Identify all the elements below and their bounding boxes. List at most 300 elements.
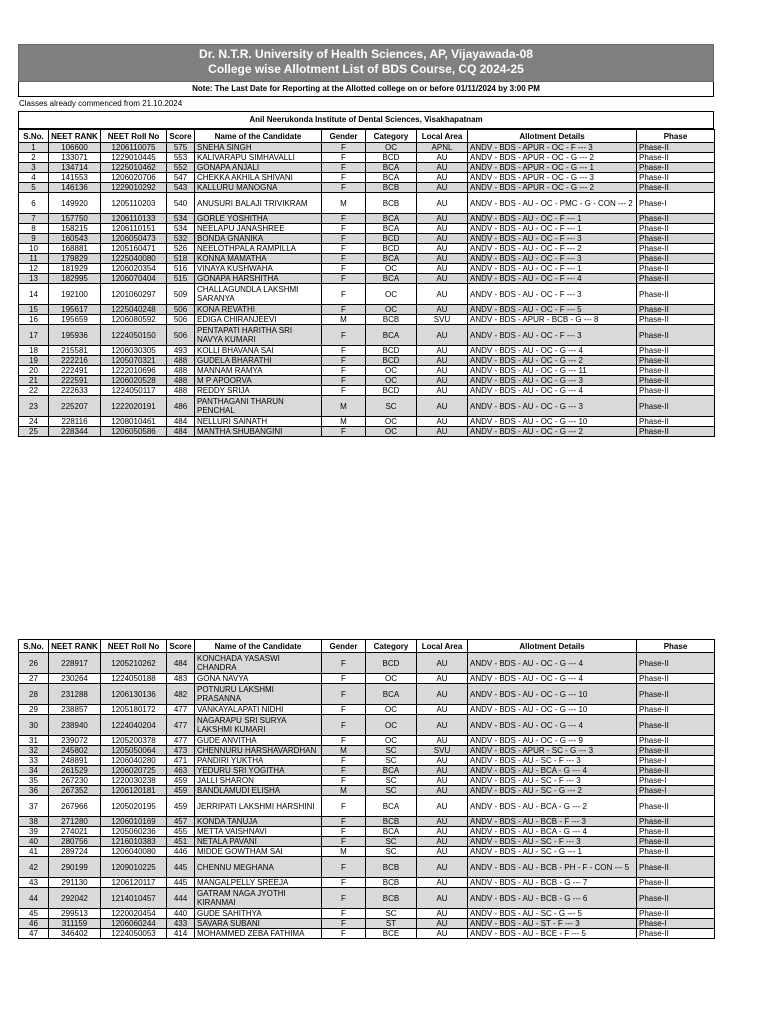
- cell-local-area: AU: [417, 214, 468, 224]
- cell-gender: M: [322, 746, 366, 756]
- cell-sno: 38: [19, 817, 49, 827]
- cell-allotment-details: ANDV - BDS - AU - OC - PMC - G - CON --- 2: [468, 193, 637, 214]
- cell-sno: 36: [19, 786, 49, 796]
- table-row: [19, 817, 715, 827]
- cell-roll-no: 1206030305: [101, 346, 167, 356]
- cell-category: OC: [366, 305, 417, 315]
- cell-local-area: AU: [417, 857, 468, 878]
- cell-neet-rank: 179829: [49, 254, 101, 264]
- cell-local-area: AU: [417, 163, 468, 173]
- cell-phase: Phase-II: [637, 736, 715, 746]
- cell-sno: 7: [19, 214, 49, 224]
- cell-sno: 31: [19, 736, 49, 746]
- table-row: [19, 705, 715, 715]
- cell-allotment-details: ANDV - BDS - AU - OC - F --- 1: [468, 214, 637, 224]
- cell-candidate-name: NELLURI SAINATH: [195, 417, 322, 427]
- column-header-category: Category: [366, 130, 417, 143]
- cell-category: BCD: [366, 346, 417, 356]
- cell-allotment-details: ANDV - BDS - AU - OC - F --- 2: [468, 244, 637, 254]
- cell-category: BCD: [366, 153, 417, 163]
- cell-roll-no: 1229010445: [101, 153, 167, 163]
- cell-sno: 16: [19, 315, 49, 325]
- cell-candidate-name: PANDIRI YUKTHA: [195, 756, 322, 766]
- column-header-roll-no: NEET Roll No: [101, 640, 167, 653]
- column-header-category: Category: [366, 640, 417, 653]
- cell-sno: 22: [19, 386, 49, 396]
- cell-roll-no: 1206060244: [101, 919, 167, 929]
- cell-score: 516: [167, 264, 195, 274]
- table-row: [19, 847, 715, 857]
- cell-score: 488: [167, 376, 195, 386]
- table-row: [19, 143, 715, 153]
- cell-roll-no: 1206110151: [101, 224, 167, 234]
- cell-neet-rank: 222591: [49, 376, 101, 386]
- cell-candidate-name: SAVARA SUBANI: [195, 919, 322, 929]
- cell-local-area: AU: [417, 796, 468, 817]
- cell-allotment-details: ANDV - BDS - AU - BCA - G --- 2: [468, 796, 637, 817]
- cell-gender: M: [322, 417, 366, 427]
- cell-allotment-details: ANDV - BDS - AU - OC - G --- 10: [468, 705, 637, 715]
- cell-local-area: AU: [417, 244, 468, 254]
- cell-neet-rank: 290199: [49, 857, 101, 878]
- cell-gender: F: [322, 366, 366, 376]
- cell-gender: F: [322, 878, 366, 888]
- cell-roll-no: 1206120181: [101, 786, 167, 796]
- cell-category: BCD: [366, 244, 417, 254]
- cell-phase: Phase-II: [637, 705, 715, 715]
- cell-roll-no: 1224050188: [101, 674, 167, 684]
- cell-local-area: SVU: [417, 315, 468, 325]
- cell-score: 506: [167, 305, 195, 315]
- institution-name: Anil Neerukonda Institute of Dental Sciences, Visakhapatnam: [18, 111, 714, 129]
- table-row: [19, 417, 715, 427]
- table-row: [19, 153, 715, 163]
- table-row: [19, 193, 715, 214]
- cell-gender: F: [322, 796, 366, 817]
- cell-roll-no: 1220020454: [101, 909, 167, 919]
- cell-roll-no: 1220030238: [101, 776, 167, 786]
- cell-phase: Phase-I: [637, 776, 715, 786]
- cell-roll-no: 1206110075: [101, 143, 167, 153]
- cell-phase: Phase-II: [637, 173, 715, 183]
- cell-phase: Phase-II: [637, 396, 715, 417]
- cell-roll-no: 1216010383: [101, 837, 167, 847]
- cell-gender: F: [322, 929, 366, 939]
- cell-neet-rank: 141553: [49, 173, 101, 183]
- cell-phase: Phase-II: [637, 684, 715, 705]
- cell-score: 484: [167, 427, 195, 437]
- cell-gender: F: [322, 163, 366, 173]
- cell-allotment-details: ANDV - BDS - AU - ST - F --- 3: [468, 919, 637, 929]
- cell-gender: M: [322, 396, 366, 417]
- cell-local-area: AU: [417, 264, 468, 274]
- cell-score: 488: [167, 356, 195, 366]
- cell-gender: F: [322, 909, 366, 919]
- cell-score: 445: [167, 857, 195, 878]
- cell-allotment-details: ANDV - BDS - APUR - OC - F --- 3: [468, 143, 637, 153]
- cell-sno: 28: [19, 684, 49, 705]
- cell-score: 506: [167, 325, 195, 346]
- cell-roll-no: 1206120117: [101, 878, 167, 888]
- cell-candidate-name: EDIGA CHIRANJEEVI: [195, 315, 322, 325]
- table-row: [19, 827, 715, 837]
- cell-roll-no: 1222010696: [101, 366, 167, 376]
- table-row: [19, 264, 715, 274]
- cell-sno: 13: [19, 274, 49, 284]
- cell-sno: 20: [19, 366, 49, 376]
- cell-candidate-name: KALLURU MANOGNA: [195, 183, 322, 193]
- cell-sno: 29: [19, 705, 49, 715]
- column-header-phase: Phase: [637, 640, 715, 653]
- cell-local-area: AU: [417, 173, 468, 183]
- cell-local-area: AU: [417, 386, 468, 396]
- column-header-neet-rank: NEET RANK: [49, 640, 101, 653]
- cell-neet-rank: 274021: [49, 827, 101, 837]
- cell-roll-no: 1206020528: [101, 376, 167, 386]
- cell-category: OC: [366, 366, 417, 376]
- cell-category: BCD: [366, 356, 417, 366]
- cell-category: BCD: [366, 386, 417, 396]
- cell-score: 444: [167, 888, 195, 909]
- cell-local-area: AU: [417, 888, 468, 909]
- cell-gender: F: [322, 173, 366, 183]
- cell-score: 433: [167, 919, 195, 929]
- cell-candidate-name: NETALA PAVANI: [195, 837, 322, 847]
- table-row: [19, 376, 715, 386]
- cell-roll-no: 1206110133: [101, 214, 167, 224]
- cell-phase: Phase-II: [637, 417, 715, 427]
- cell-candidate-name: VINAYA KUSHWAHA: [195, 264, 322, 274]
- university-title: Dr. N.T.R. University of Health Sciences, AP, Vijayawada-08: [199, 47, 533, 61]
- cell-score: 451: [167, 837, 195, 847]
- cell-phase: Phase-II: [637, 325, 715, 346]
- cell-local-area: APNL: [417, 143, 468, 153]
- cell-candidate-name: CHENNURU HARSHAVARDHAN: [195, 746, 322, 756]
- cell-roll-no: 1224040204: [101, 715, 167, 736]
- cell-category: SC: [366, 909, 417, 919]
- cell-gender: F: [322, 653, 366, 674]
- column-header-gender: Gender: [322, 130, 366, 143]
- cell-allotment-details: ANDV - BDS - AU - OC - G --- 4: [468, 346, 637, 356]
- cell-local-area: AU: [417, 756, 468, 766]
- cell-neet-rank: 299513: [49, 909, 101, 919]
- cell-score: 518: [167, 254, 195, 264]
- cell-roll-no: 1206040280: [101, 756, 167, 766]
- cell-candidate-name: YEDURU SRI YOGITHA: [195, 766, 322, 776]
- cell-candidate-name: VANKAYALAPATI NIDHI: [195, 705, 322, 715]
- cell-local-area: AU: [417, 674, 468, 684]
- cell-gender: F: [322, 684, 366, 705]
- cell-category: OC: [366, 143, 417, 153]
- table-row: [19, 736, 715, 746]
- cell-score: 534: [167, 224, 195, 234]
- cell-score: 445: [167, 878, 195, 888]
- cell-local-area: AU: [417, 376, 468, 386]
- cell-phase: Phase-II: [637, 857, 715, 878]
- cell-sno: 17: [19, 325, 49, 346]
- table-row: [19, 919, 715, 929]
- cell-category: SC: [366, 746, 417, 756]
- cell-allotment-details: ANDV - BDS - AU - SC - G --- 2: [468, 786, 637, 796]
- cell-category: BCA: [366, 163, 417, 173]
- cell-candidate-name: KALIVARAPU SIMHAVALLI: [195, 153, 322, 163]
- cell-local-area: AU: [417, 356, 468, 366]
- cell-candidate-name: BONDA GNANIKA: [195, 234, 322, 244]
- cell-phase: Phase-II: [637, 214, 715, 224]
- cell-gender: F: [322, 376, 366, 386]
- cell-roll-no: 1206050586: [101, 427, 167, 437]
- cell-score: 552: [167, 163, 195, 173]
- cell-phase: Phase-II: [637, 847, 715, 857]
- table-row: [19, 674, 715, 684]
- table-row: [19, 909, 715, 919]
- allotment-table-1: [18, 129, 715, 437]
- table-row: [19, 305, 715, 315]
- cell-gender: F: [322, 756, 366, 766]
- cell-gender: F: [322, 827, 366, 837]
- cell-local-area: AU: [417, 909, 468, 919]
- cell-candidate-name: GONAPA ANJALI: [195, 163, 322, 173]
- table-row: [19, 746, 715, 756]
- cell-neet-rank: 157750: [49, 214, 101, 224]
- table-row: [19, 684, 715, 705]
- cell-local-area: AU: [417, 183, 468, 193]
- cell-candidate-name: KONCHADA YASASWI CHANDRA: [195, 653, 322, 674]
- cell-allotment-details: ANDV - BDS - AU - BCB - G --- 6: [468, 888, 637, 909]
- cell-sno: 37: [19, 796, 49, 817]
- cell-category: BCA: [366, 214, 417, 224]
- cell-neet-rank: 146136: [49, 183, 101, 193]
- table-body: [19, 653, 715, 939]
- cell-score: 483: [167, 674, 195, 684]
- cell-neet-rank: 238857: [49, 705, 101, 715]
- cell-gender: F: [322, 254, 366, 264]
- cell-gender: F: [322, 427, 366, 437]
- cell-score: 459: [167, 776, 195, 786]
- column-header-local-area: Local Area: [417, 640, 468, 653]
- cell-roll-no: 1208010461: [101, 417, 167, 427]
- cell-score: 414: [167, 929, 195, 939]
- cell-score: 473: [167, 746, 195, 756]
- cell-neet-rank: 222491: [49, 366, 101, 376]
- cell-sno: 44: [19, 888, 49, 909]
- cell-local-area: AU: [417, 396, 468, 417]
- cell-neet-rank: 311159: [49, 919, 101, 929]
- cell-neet-rank: 289724: [49, 847, 101, 857]
- cell-allotment-details: ANDV - BDS - AU - SC - F --- 3: [468, 837, 637, 847]
- column-header-candidate-name: Name of the Candidate: [195, 130, 322, 143]
- cell-category: OC: [366, 736, 417, 746]
- cell-sno: 32: [19, 746, 49, 756]
- table-row: [19, 837, 715, 847]
- cell-gender: F: [322, 183, 366, 193]
- cell-category: SC: [366, 786, 417, 796]
- cell-allotment-details: ANDV - BDS - AU - OC - G --- 4: [468, 653, 637, 674]
- cell-category: OC: [366, 715, 417, 736]
- cell-score: 515: [167, 274, 195, 284]
- cell-category: SC: [366, 756, 417, 766]
- cell-roll-no: 1205160471: [101, 244, 167, 254]
- cell-roll-no: 1205110203: [101, 193, 167, 214]
- cell-gender: F: [322, 274, 366, 284]
- column-header-local-area: Local Area: [417, 130, 468, 143]
- table-row: [19, 346, 715, 356]
- table-row: [19, 284, 715, 305]
- allotment-table-2: [18, 639, 715, 939]
- cell-local-area: AU: [417, 366, 468, 376]
- cell-gender: F: [322, 244, 366, 254]
- cell-sno: 14: [19, 284, 49, 305]
- cell-allotment-details: ANDV - BDS - APUR - BCB - G --- 8: [468, 315, 637, 325]
- cell-local-area: AU: [417, 417, 468, 427]
- cell-allotment-details: ANDV - BDS - AU - OC - G --- 4: [468, 386, 637, 396]
- cell-local-area: AU: [417, 837, 468, 847]
- cell-sno: 19: [19, 356, 49, 366]
- cell-score: 477: [167, 736, 195, 746]
- cell-allotment-details: ANDV - BDS - AU - OC - G --- 9: [468, 736, 637, 746]
- cell-sno: 24: [19, 417, 49, 427]
- cell-neet-rank: 225207: [49, 396, 101, 417]
- cell-roll-no: 1225010462: [101, 163, 167, 173]
- cell-gender: F: [322, 837, 366, 847]
- cell-category: BCB: [366, 878, 417, 888]
- cell-sno: 2: [19, 153, 49, 163]
- cell-category: BCA: [366, 766, 417, 776]
- cell-roll-no: 1205050064: [101, 746, 167, 756]
- cell-sno: 15: [19, 305, 49, 315]
- cell-category: ST: [366, 919, 417, 929]
- cell-phase: Phase-II: [637, 315, 715, 325]
- cell-allotment-details: ANDV - BDS - APUR - SC - G --- 3: [468, 746, 637, 756]
- cell-sno: 9: [19, 234, 49, 244]
- cell-phase: Phase-II: [637, 878, 715, 888]
- table-row: [19, 183, 715, 193]
- column-header-roll-no: NEET Roll No: [101, 130, 167, 143]
- cell-candidate-name: MIDDE GOWTHAM SAI: [195, 847, 322, 857]
- cell-phase: Phase-II: [637, 909, 715, 919]
- cell-sno: 33: [19, 756, 49, 766]
- cell-phase: Phase-II: [637, 653, 715, 674]
- cell-neet-rank: 133071: [49, 153, 101, 163]
- cell-allotment-details: ANDV - BDS - AU - OC - F --- 5: [468, 305, 637, 315]
- cell-phase: Phase-II: [637, 143, 715, 153]
- cell-category: SC: [366, 837, 417, 847]
- cell-candidate-name: GATRAM NAGA JYOTHI KIRANMAI: [195, 888, 322, 909]
- cell-roll-no: 1206020725: [101, 766, 167, 776]
- cell-allotment-details: ANDV - BDS - AU - BCA - G --- 4: [468, 766, 637, 776]
- cell-score: 484: [167, 653, 195, 674]
- cell-category: OC: [366, 674, 417, 684]
- cell-local-area: AU: [417, 786, 468, 796]
- column-header-score: Score: [167, 640, 195, 653]
- cell-candidate-name: KONA REVATHI: [195, 305, 322, 315]
- cell-gender: F: [322, 305, 366, 315]
- cell-local-area: AU: [417, 234, 468, 244]
- cell-candidate-name: MANTHA SHUBANGINI: [195, 427, 322, 437]
- column-header-sno: S.No.: [19, 640, 49, 653]
- allotment-sheet-1: [18, 44, 714, 437]
- table-row: [19, 786, 715, 796]
- table-row: [19, 653, 715, 674]
- cell-candidate-name: GORLE YOSHITHA: [195, 214, 322, 224]
- reporting-note: Note: The Last Date for Reporting at the Allotted college on or before 01/11/2024 by 3:00 PM: [18, 82, 714, 97]
- table-header-row: [19, 640, 715, 653]
- cell-gender: M: [322, 193, 366, 214]
- table-row: [19, 366, 715, 376]
- cell-neet-rank: 158215: [49, 224, 101, 234]
- cell-local-area: AU: [417, 776, 468, 786]
- cell-roll-no: 1205180172: [101, 705, 167, 715]
- cell-score: 486: [167, 396, 195, 417]
- cell-allotment-details: ANDV - BDS - AU - OC - G --- 11: [468, 366, 637, 376]
- table-row: [19, 766, 715, 776]
- cell-neet-rank: 160543: [49, 234, 101, 244]
- table-row: [19, 796, 715, 817]
- cell-allotment-details: ANDV - BDS - AU - SC - G --- 5: [468, 909, 637, 919]
- cell-local-area: AU: [417, 305, 468, 315]
- cell-roll-no: 1205070321: [101, 356, 167, 366]
- table-row: [19, 224, 715, 234]
- cell-gender: F: [322, 736, 366, 746]
- cell-sno: 47: [19, 929, 49, 939]
- cell-local-area: AU: [417, 827, 468, 837]
- cell-phase: Phase-II: [637, 284, 715, 305]
- table-row: [19, 356, 715, 366]
- table-row: [19, 756, 715, 766]
- cell-phase: Phase-II: [637, 224, 715, 234]
- cell-allotment-details: ANDV - BDS - APUR - OC - G --- 1: [468, 163, 637, 173]
- cell-neet-rank: 222216: [49, 356, 101, 366]
- cell-local-area: AU: [417, 346, 468, 356]
- cell-score: 506: [167, 315, 195, 325]
- cell-phase: Phase-II: [637, 153, 715, 163]
- cell-sno: 46: [19, 919, 49, 929]
- cell-score: 482: [167, 684, 195, 705]
- cell-neet-rank: 134714: [49, 163, 101, 173]
- cell-category: BCA: [366, 224, 417, 234]
- cell-local-area: AU: [417, 817, 468, 827]
- cell-score: 509: [167, 284, 195, 305]
- cell-score: 526: [167, 244, 195, 254]
- cell-roll-no: 1206130136: [101, 684, 167, 705]
- cell-neet-rank: 149920: [49, 193, 101, 214]
- column-header-gender: Gender: [322, 640, 366, 653]
- cell-neet-rank: 248891: [49, 756, 101, 766]
- cell-local-area: AU: [417, 878, 468, 888]
- cell-local-area: AU: [417, 193, 468, 214]
- cell-score: 484: [167, 417, 195, 427]
- cell-phase: Phase-II: [637, 929, 715, 939]
- cell-neet-rank: 228116: [49, 417, 101, 427]
- cell-sno: 26: [19, 653, 49, 674]
- cell-score: 471: [167, 756, 195, 766]
- cell-local-area: AU: [417, 929, 468, 939]
- cell-phase: Phase-II: [637, 274, 715, 284]
- cell-category: BCB: [366, 857, 417, 878]
- cell-phase: Phase-II: [637, 254, 715, 264]
- cell-sno: 6: [19, 193, 49, 214]
- cell-local-area: AU: [417, 224, 468, 234]
- cell-gender: F: [322, 346, 366, 356]
- cell-local-area: AU: [417, 284, 468, 305]
- table-body: [19, 143, 715, 437]
- cell-score: 488: [167, 386, 195, 396]
- cell-phase: Phase-I: [637, 786, 715, 796]
- cell-phase: Phase-II: [637, 837, 715, 847]
- cell-sno: 34: [19, 766, 49, 776]
- cell-sno: 39: [19, 827, 49, 837]
- cell-neet-rank: 195617: [49, 305, 101, 315]
